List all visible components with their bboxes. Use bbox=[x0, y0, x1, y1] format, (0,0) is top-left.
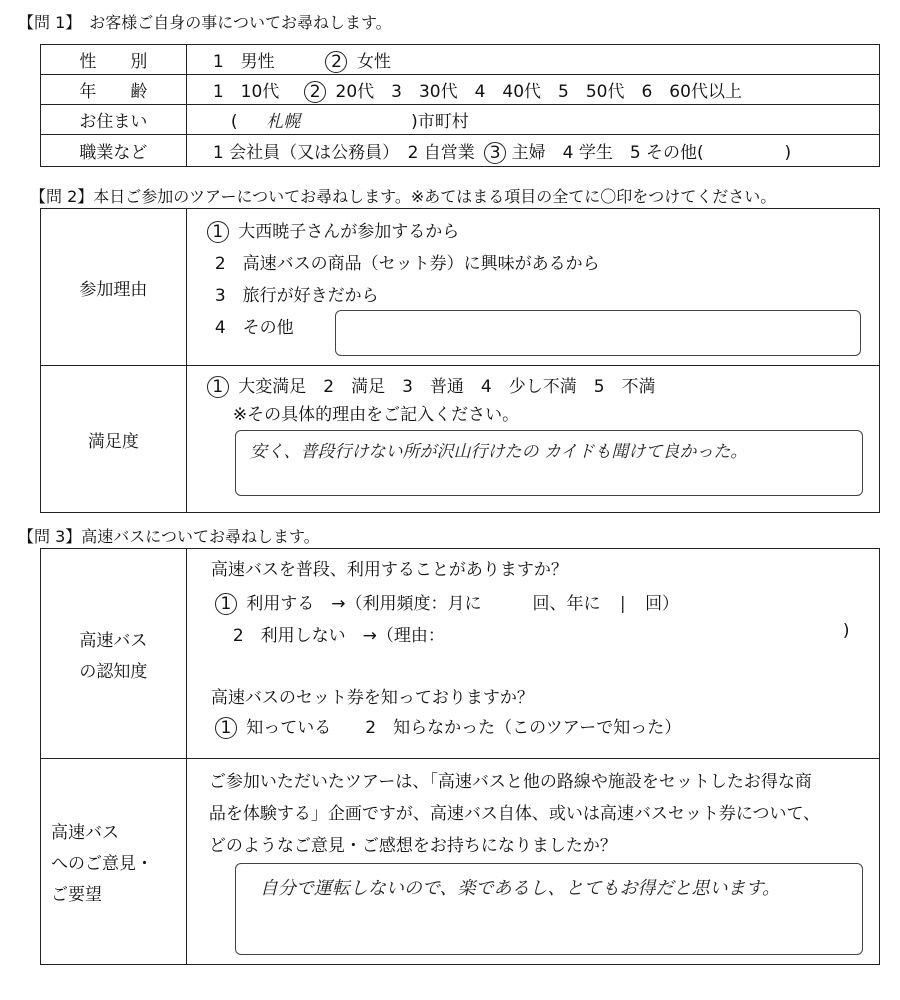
satisfaction-options bbox=[186, 366, 879, 513]
awareness-q1: 高速バスを普段、利用することがありますか？ bbox=[210, 560, 568, 580]
satisfaction-reason-prompt: ※その具体的理由をご記入ください。 bbox=[232, 405, 520, 425]
satisfaction-scale-text: 大変満足 2 満足 3 普通 4 少し不満 5 不満 bbox=[238, 377, 656, 397]
q2-heading: 【問 2】本日ご参加のツアーについてお尋ねします。※あてはまる項目の全てに〇印をつけてください。 bbox=[30, 187, 777, 206]
q1-heading: 【問 1】 お客様ご自身の事についてお尋ねします。 bbox=[18, 13, 392, 32]
gender-circled-number: 2 bbox=[325, 51, 347, 73]
gender-options bbox=[186, 45, 879, 75]
opinion-text-line3: どのようなご意見・ご感想をお持ちになりましたか？ bbox=[208, 836, 617, 856]
opinion-content bbox=[186, 759, 879, 965]
opinion-text-line1: ご参加いただいたツアーは、「高速バスと他の路線や施設をセットしたお得な商 bbox=[208, 772, 812, 792]
opinion-label bbox=[41, 759, 187, 965]
gender-label: 性 別 bbox=[41, 45, 187, 75]
opinion-text-line2: 品を体験する」企画ですが、高速バス自体、或いは高速バスセット券について、 bbox=[208, 804, 821, 824]
awareness-b1-text: 知っている 2 知らなかった（このツアーで知った） bbox=[246, 718, 682, 738]
residence-open: ( bbox=[230, 112, 238, 132]
reason-opt1-text: 大西暁子さんが参加するから bbox=[238, 222, 460, 242]
awareness-a2: 2 利用しない →（理由： bbox=[232, 626, 445, 646]
awareness-a1 bbox=[215, 589, 679, 615]
awareness-content bbox=[186, 549, 879, 759]
age-opt1: 1 10代 bbox=[212, 81, 280, 102]
awareness-b1-circled-number: 1 bbox=[215, 717, 237, 739]
occupation-label: 職業など bbox=[41, 135, 187, 167]
satisfaction-scale bbox=[207, 372, 656, 398]
occupation-opts-after: 主婦 4 学生 5 その他( bbox=[511, 142, 704, 163]
reason-label: 参加理由 bbox=[41, 209, 187, 366]
awareness-q2: 高速バスのセット券を知っておりますか？ bbox=[210, 688, 534, 708]
occupation-options bbox=[186, 135, 879, 167]
reason-options bbox=[186, 209, 879, 366]
gender-opt2-text: 女性 bbox=[356, 51, 391, 72]
awareness-label bbox=[41, 549, 187, 759]
reason-opt3: 3 旅行が好きだから bbox=[214, 286, 379, 306]
reason-opt4: 4 その他 bbox=[214, 318, 294, 338]
opinion-box[interactable] bbox=[235, 863, 863, 955]
awareness-a2-end: ) bbox=[842, 621, 850, 641]
awareness-a1-circled-number: 1 bbox=[215, 593, 237, 615]
reason-opt1 bbox=[207, 217, 459, 243]
satisfaction-handwritten: 安く、普段行けない所が沢山行けたの カイドも聞けて良かった。 bbox=[249, 442, 748, 462]
satisfaction-label: 満足度 bbox=[41, 366, 187, 513]
awareness-label-line1: 高速バス bbox=[79, 630, 148, 651]
opinion-label-line2: へのご意見・ bbox=[51, 854, 153, 874]
opinion-handwritten: 自分で運転しないので、楽であるし、とてもお得だと思います。 bbox=[259, 878, 781, 899]
residence-handwritten: 札幌 bbox=[266, 112, 301, 132]
satisfaction-reason-box[interactable] bbox=[235, 430, 863, 496]
awareness-a1-text: 利用する →（利用頻度：月に 回、年に bbox=[246, 594, 601, 614]
awareness-label-line2: の認知度 bbox=[79, 661, 148, 682]
gender-opt1: 1 男性 bbox=[212, 51, 275, 72]
satisfaction-circled-number: 1 bbox=[207, 376, 229, 398]
opinion-label-line3: ご要望 bbox=[51, 885, 102, 905]
age-opt2-text: 20代 3 30代 4 40代 5 50代 6 60代以上 bbox=[335, 81, 742, 102]
residence-field bbox=[186, 105, 879, 135]
opinion-label-line1: 高速バス bbox=[51, 823, 119, 843]
reason-circled-number: 1 bbox=[207, 221, 229, 243]
q2-table bbox=[40, 208, 880, 513]
awareness-year-count: | bbox=[619, 594, 626, 614]
occupation-circled-number: 3 bbox=[484, 142, 506, 164]
occupation-opts-before: 1 会社員（又は公務員） 2 自営業 bbox=[212, 142, 475, 163]
q1-table bbox=[40, 44, 880, 167]
residence-close: )市町村 bbox=[411, 112, 469, 132]
q3-heading: 【問 3】高速バスについてお尋ねします。 bbox=[18, 527, 320, 546]
age-label: 年 齢 bbox=[41, 75, 187, 105]
age-options bbox=[186, 75, 879, 105]
q3-table bbox=[40, 548, 880, 965]
awareness-b1 bbox=[215, 713, 681, 739]
reason-opt2: 2 高速バスの商品（セット券）に興味があるから bbox=[214, 254, 600, 274]
reason-other-input[interactable] bbox=[335, 310, 861, 356]
residence-label: お住まい bbox=[41, 105, 187, 135]
awareness-a1-end: 回） bbox=[645, 594, 680, 614]
age-circled-number: 2 bbox=[304, 81, 326, 103]
occupation-close: ) bbox=[784, 142, 792, 163]
